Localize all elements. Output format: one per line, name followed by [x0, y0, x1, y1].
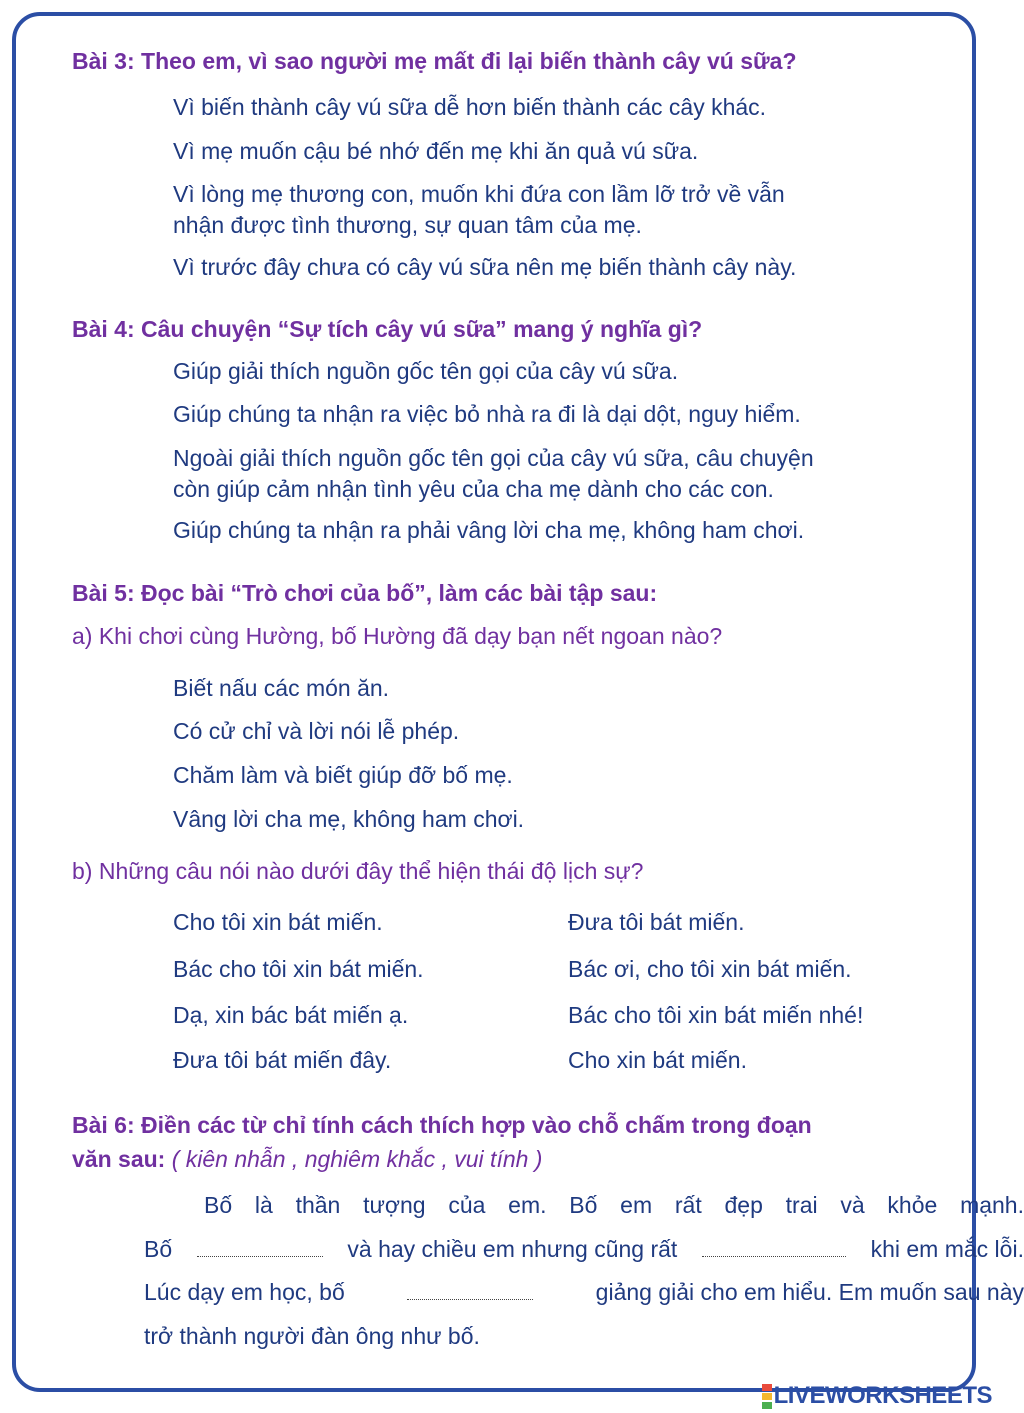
bai5b-option-right-4[interactable]: Cho xin bát miến.	[568, 1047, 747, 1073]
bai5b-option-left-4[interactable]: Đưa tôi bát miến đây.	[173, 1047, 392, 1073]
bai5b-option-left-2[interactable]: Bác cho tôi xin bát miến.	[173, 956, 424, 982]
blank-1-input[interactable]	[197, 1250, 323, 1257]
bai6-title-label: văn sau:	[72, 1146, 166, 1172]
blank-2-input[interactable]	[702, 1250, 846, 1257]
bai3-option-3[interactable]: Vì lòng mẹ thương con, muốn khi đứa con lầm lỡ trở về vẫn	[173, 181, 785, 207]
bai4-option-3[interactable]: Ngoài giải thích nguồn gốc tên gọi của cây vú sữa, câu chuyện	[173, 445, 814, 471]
bai5b-option-right-2[interactable]: Bác ơi, cho tôi xin bát miến.	[568, 956, 852, 982]
logo-text: LIVEWORKSHEETS	[773, 1382, 992, 1409]
bai5a-option-3[interactable]: Chăm làm và biết giúp đỡ bố mẹ.	[173, 762, 513, 788]
bai6-title-line-2	[72, 1146, 542, 1173]
bai6-text-end: khi em mắc lỗi.	[870, 1236, 1024, 1262]
bai3-title: Bài 3: Theo em, vì sao người mẹ mất đi lại biến thành cây vú sữa?	[72, 48, 797, 74]
bai5b-option-left-1[interactable]: Cho tôi xin bát miến.	[173, 909, 383, 935]
bai4-option-2[interactable]: Giúp chúng ta nhận ra việc bỏ nhà ra đi là dại dột, nguy hiểm.	[173, 401, 801, 427]
bai6-word-hint: ( kiên nhẫn , nghiêm khắc , vui tính )	[171, 1146, 543, 1172]
bai6-text-bo: Bố	[144, 1236, 173, 1262]
bai3-option-4[interactable]: Vì trước đây chưa có cây vú sữa nên mẹ biến thành cây này.	[173, 254, 797, 280]
bai6-text-giang-giai: giảng giải cho em hiểu. Em muốn sau này	[595, 1279, 1024, 1305]
bai5b-option-right-1[interactable]: Đưa tôi bát miến.	[568, 909, 745, 935]
bai5a-option-4[interactable]: Vâng lời cha mẹ, không ham chơi.	[173, 806, 525, 832]
bai4-option-1[interactable]: Giúp giải thích nguồn gốc tên gọi của cây vú sữa.	[173, 358, 679, 384]
bai3-option-1[interactable]: Vì biến thành cây vú sữa dễ hơn biến thành các cây khác.	[173, 94, 767, 120]
bai6-para-line-4: trở thành người đàn ông như bố.	[144, 1323, 480, 1349]
bai6-para-line-2	[144, 1236, 1024, 1263]
bai6-para-line-3	[144, 1279, 1024, 1306]
bai6-para-line-1: Bố là thần tượng của em. Bố em rất đẹp trai và khỏe mạnh.	[204, 1192, 1024, 1218]
bai6-title-line-1: Bài 6: Điền các từ chỉ tính cách thích hợp vào chỗ chấm trong đoạn	[72, 1112, 812, 1138]
bai5a-option-1[interactable]: Biết nấu các món ăn.	[173, 675, 390, 701]
bai5a-question: a) Khi chơi cùng Hường, bố Hường đã dạy bạn nết ngoan nào?	[72, 623, 723, 649]
bai4-option-3-cont[interactable]: còn giúp cảm nhận tình yêu của cha mẹ dành cho các con.	[173, 476, 774, 502]
bai5b-option-right-3[interactable]: Bác cho tôi xin bát miến nhé!	[568, 1002, 864, 1028]
liveworksheets-logo	[762, 1383, 992, 1409]
bai3-option-2[interactable]: Vì mẹ muốn cậu bé nhớ đến mẹ khi ăn quả vú sữa.	[173, 138, 699, 164]
bai5b-option-left-3[interactable]: Dạ, xin bác bát miến ạ.	[173, 1002, 409, 1028]
bai4-title: Bài 4: Câu chuyện “Sự tích cây vú sữa” mang ý nghĩa gì?	[72, 316, 703, 342]
bai5-title: Bài 5: Đọc bài “Trò chơi của bố”, làm các bài tập sau:	[72, 580, 658, 606]
bai5a-option-2[interactable]: Có cử chỉ và lời nói lễ phép.	[173, 718, 460, 744]
bai3-option-3-cont[interactable]: nhận được tình thương, sự quan tâm của mẹ.	[173, 212, 642, 238]
logo-mark-icon	[762, 1383, 772, 1410]
bai4-option-4[interactable]: Giúp chúng ta nhận ra phải vâng lời cha mẹ, không ham chơi.	[173, 517, 805, 543]
bai5b-question: b) Những câu nói nào dưới đây thể hiện thái độ lịch sự?	[72, 858, 644, 884]
bai6-text-middle: và hay chiều em nhưng cũng rất	[347, 1236, 678, 1262]
blank-3-input[interactable]	[407, 1293, 533, 1300]
bai6-text-luc-day: Lúc dạy em học, bố	[144, 1279, 345, 1305]
